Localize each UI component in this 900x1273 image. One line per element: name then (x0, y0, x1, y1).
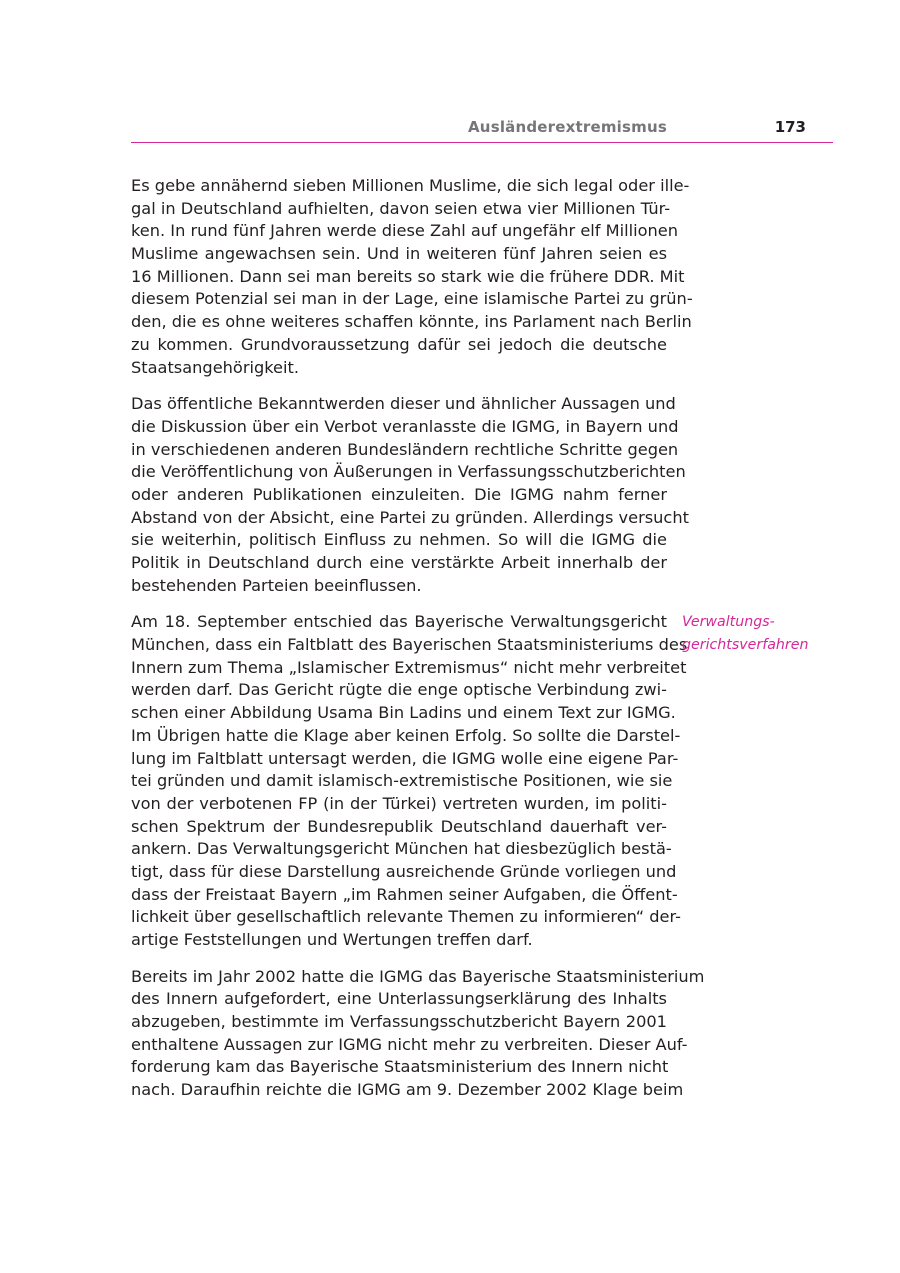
text-line: lichkeit über gesellschaftlich relevante Themen zu informieren“ der- (131, 907, 681, 927)
text-line: tigt, dass für diese Darstellung ausreichende Gründe vorliegen und (131, 861, 677, 881)
text-line: werden darf. Das Gericht rügte die enge optische Verbindung zwi- (131, 680, 667, 700)
text-line: des Innern aufgefordert, eine Unterlassungserklärung des Inhalts (131, 989, 667, 1009)
text-line: schen einer Abbildung Usama Bin Ladins und einem Text zur IGMG. (131, 703, 676, 723)
text-line: artige Feststellungen und Wertungen treffen darf. (131, 930, 533, 949)
text-line: tei gründen und damit islamisch-extremistische Positionen, wie sie (131, 771, 673, 791)
margin-note-line: gerichtsverfahren (682, 636, 809, 653)
body-text (131, 175, 705, 1116)
paragraph-2 (131, 393, 689, 597)
text-line: ankern. Das Verwaltungsgericht München hat diesbezüglich bestä- (131, 839, 672, 859)
text-line: Das öffentliche Bekanntwerden dieser und ähnlicher Aussagen und (131, 394, 676, 414)
text-line: abzugeben, bestimmte im Verfassungsschutzbericht Bayern 2001 (131, 1012, 667, 1032)
paragraph-4 (131, 966, 705, 1102)
text-line: zu kommen. Grundvoraussetzung dafür sei jedoch die deutsche (131, 334, 667, 354)
page-number: 173 (774, 118, 806, 136)
text-line: von der verbotenen FP (in der Türkei) vertreten wurden, im politi- (131, 793, 667, 813)
text-line: forderung kam das Bayerische Staatsministerium des Innern nicht (131, 1057, 669, 1077)
text-line: lung im Faltblatt untersagt werden, die IGMG wolle eine eigene Par- (131, 748, 679, 768)
text-line: bestehenden Parteien beeinflussen. (131, 575, 422, 595)
margin-note (682, 611, 822, 656)
text-line: Innern zum Thema „Islamischer Extremismus“ nicht mehr verbreitet (131, 657, 687, 677)
text-line: enthaltene Aussagen zur IGMG nicht mehr zu verbreiten. Dieser Auf- (131, 1034, 688, 1054)
text-line: Am 18. September entschied das Bayerische Verwaltungsgericht (131, 612, 667, 632)
margin-note-line: Verwaltungs- (682, 614, 775, 630)
running-header (131, 114, 833, 143)
text-line: den, die es ohne weiteres schaffen könnte, ins Parlament nach Berlin (131, 312, 692, 332)
text-line: in verschiedenen anderen Bundesländern rechtliche Schritte gegen (131, 439, 679, 459)
paragraph-1 (131, 175, 693, 379)
text-line: diesem Potenzial sei man in der Lage, eine islamische Partei zu grün- (131, 289, 693, 309)
text-line: Im Übrigen hatte die Klage aber keinen Erfolg. So sollte die Darstel- (131, 725, 681, 745)
text-line: gal in Deutschland aufhielten, davon seien etwa vier Millionen Tür- (131, 198, 671, 218)
text-line: 16 Millionen. Dann sei man bereits so stark wie die frühere DDR. Mit (131, 266, 685, 286)
text-line: Staatsangehörigkeit. (131, 357, 299, 377)
paragraph-3 (131, 611, 688, 951)
text-line: München, dass ein Faltblatt des Bayerischen Staatsministeriums des (131, 635, 688, 655)
text-line: Politik in Deutschland durch eine verstärkte Arbeit innerhalb der (131, 553, 667, 572)
text-line: Es gebe annähernd sieben Millionen Muslime, die sich legal oder ille- (131, 176, 690, 195)
text-line: Bereits im Jahr 2002 hatte die IGMG das Bayerische Staatsministerium (131, 966, 705, 986)
text-line: schen Spektrum der Bundesrepublik Deutschland dauerhaft ver- (131, 816, 667, 836)
text-line: oder anderen Publikationen einzuleiten. Die IGMG nahm ferner (131, 484, 667, 504)
text-line: nach. Daraufhin reichte die IGMG am 9. Dezember 2002 Klage beim (131, 1080, 684, 1100)
text-line: Muslime angewachsen sein. Und in weiteren fünf Jahren seien es (131, 244, 667, 264)
chapter-title: Ausländerextremismus (468, 118, 667, 136)
text-line: die Diskussion über ein Verbot veranlasste die IGMG, in Bayern und (131, 416, 679, 436)
text-line: sie weiterhin, politisch Einfluss zu nehmen. So will die IGMG die (131, 530, 667, 550)
text-line: dass der Freistaat Bayern „im Rahmen seiner Aufgaben, die Öffent- (131, 884, 678, 904)
text-line: Abstand von der Absicht, eine Partei zu gründen. Allerdings versucht (131, 507, 689, 527)
text-line: ken. In rund fünf Jahren werde diese Zahl auf ungefähr elf Millionen (131, 221, 678, 241)
text-line: die Veröffentlichung von Äußerungen in Verfassungsschutzberichten (131, 462, 686, 482)
